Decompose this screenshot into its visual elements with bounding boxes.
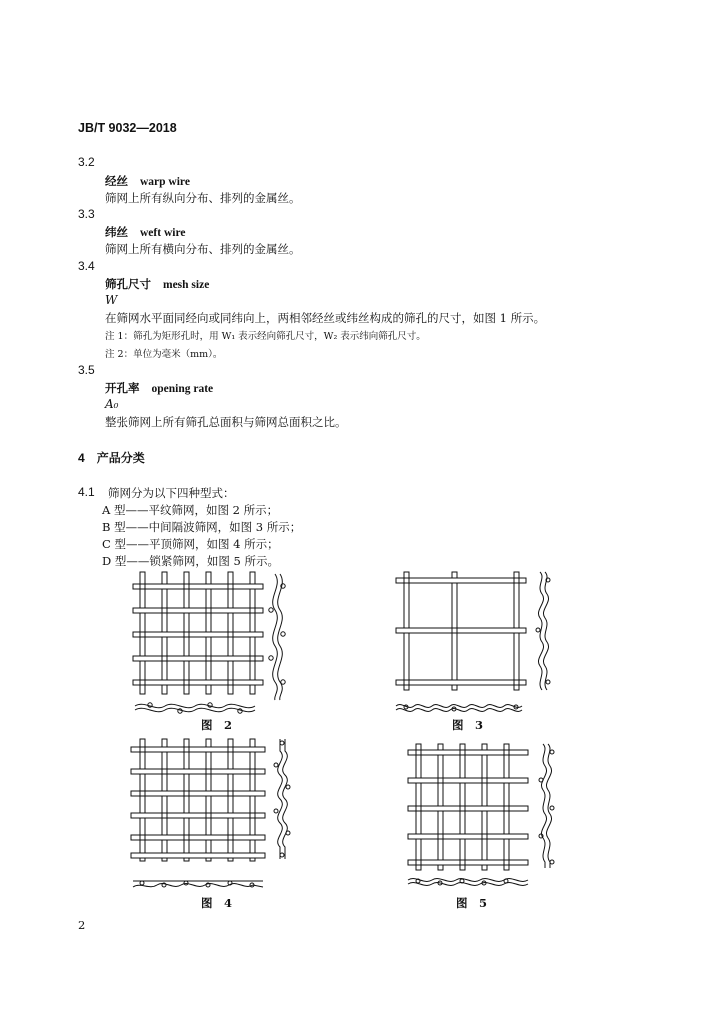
figure-2-drawing	[125, 568, 300, 718]
clause-number: 4.1	[78, 485, 95, 499]
term-title	[105, 276, 209, 292]
figure-3-caption: 图 3	[452, 718, 484, 732]
term-zh: 筛孔尺寸	[105, 277, 151, 291]
term-number: 3.5	[78, 363, 95, 377]
figure-4-caption: 图 4	[201, 896, 233, 910]
type-item-d: D 型——锁紧筛网，如图 5 所示。	[102, 554, 280, 568]
term-title	[105, 380, 213, 396]
term-definition: 整张筛网上所有筛孔总面积与筛网总面积之比。	[105, 415, 347, 429]
term-definition: 筛网上所有纵向分布、排列的金属丝。	[105, 191, 301, 205]
type-item-a: A 型——平纹筛网，如图 2 所示；	[102, 503, 279, 517]
figure-3-drawing	[390, 568, 560, 718]
term-zh: 开孔率	[105, 381, 140, 395]
term-zh: 经丝	[105, 174, 128, 188]
clause-lead: 筛网分为以下四种型式：	[108, 486, 235, 500]
term-en: warp wire	[140, 176, 190, 188]
type-item-b: B 型——中间隔波筛网，如图 3 所示；	[102, 520, 302, 534]
term-definition: 筛网上所有横向分布、排列的金属丝。	[105, 242, 301, 256]
page-number: 2	[78, 918, 86, 932]
term-title	[105, 224, 185, 240]
section-heading: 4 产品分类	[78, 451, 145, 465]
note-1: 注 1：筛孔为矩形孔时，用 W₁ 表示经向筛孔尺寸，W₂ 表示纬向筛孔尺寸。	[105, 331, 426, 342]
term-definition: 在筛网水平面同经向或同纬向上，两相邻经丝或纬丝构成的筛孔的尺寸，如图 1 所示。	[105, 311, 546, 325]
term-symbol: A₀	[105, 397, 119, 411]
term-en: opening rate	[151, 383, 214, 395]
term-number: 3.4	[78, 259, 95, 273]
figure-5-caption: 图 5	[456, 896, 488, 910]
figure-5-drawing	[398, 740, 563, 895]
figure-4-drawing	[125, 735, 300, 895]
standard-code-header: JB/T 9032—2018	[78, 121, 177, 135]
note-2: 注 2：单位为毫米（mm）。	[105, 349, 223, 360]
figure-2-caption: 图 2	[201, 718, 233, 732]
term-zh: 纬丝	[105, 225, 128, 239]
term-title	[105, 173, 190, 189]
term-number: 3.2	[78, 155, 95, 169]
type-item-c: C 型——平顶筛网，如图 4 所示；	[102, 537, 279, 551]
term-number: 3.3	[78, 207, 95, 221]
term-en: weft wire	[140, 227, 186, 239]
term-symbol: W	[105, 293, 118, 307]
term-en: mesh size	[163, 279, 210, 291]
